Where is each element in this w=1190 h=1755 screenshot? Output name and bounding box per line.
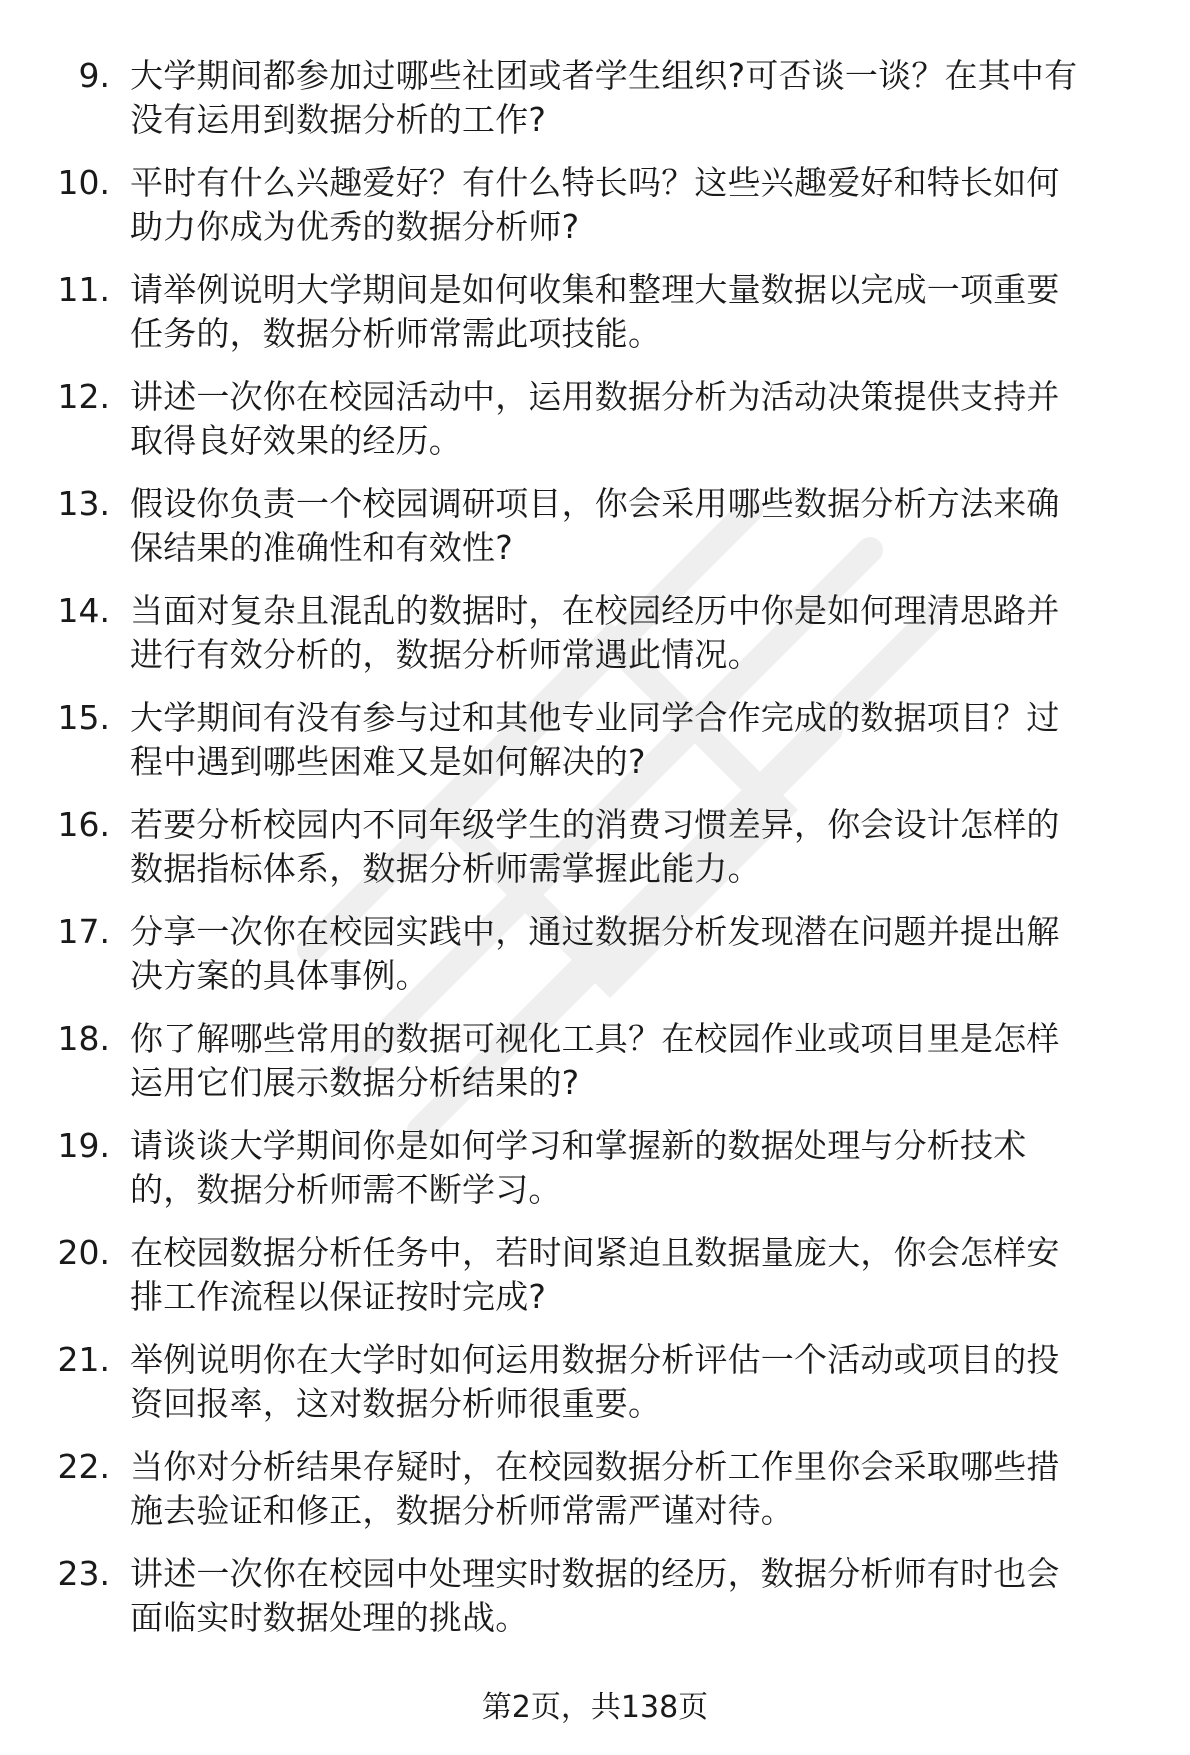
question-text-line-2: 施去验证和修正，数据分析师常需严谨对待。 [130,1491,794,1530]
question-number: 19. [57,1126,110,1165]
question-text-line-2: 保结果的准确性和有效性? [130,528,513,567]
list-item [0,1120,1190,1227]
page-number-footer: 第2页，共138页 [481,1690,709,1725]
question-text-line-1: 若要分析校园内不同年级学生的消费习惯差异，你会设计怎样的 [130,805,1060,844]
question-text-line-2: 进行有效分析的，数据分析师常遇此情况。 [130,635,761,674]
list-item [0,799,1190,906]
question-text-line-2: 助力你成为优秀的数据分析师? [130,207,580,246]
question-text-line-1: 当你对分析结果存疑时，在校园数据分析工作里你会采取哪些措 [130,1447,1060,1486]
question-text-line-2: 任务的，数据分析师常需此项技能。 [130,314,662,353]
question-text-line-1: 假设你负责一个校园调研项目，你会采用哪些数据分析方法来确 [130,484,1060,523]
list-item [0,1013,1190,1120]
question-text-line-1: 大学期间都参加过哪些社团或者学生组织?可否谈一谈？在其中有 [130,56,1078,95]
question-number: 13. [57,484,110,523]
question-text-line-1: 分享一次你在校园实践中，通过数据分析发现潜在问题并提出解 [130,912,1060,951]
list-item [0,157,1190,264]
question-number: 10. [57,163,110,202]
list-item [0,478,1190,585]
question-text-line-2: 排工作流程以保证按时完成? [130,1277,547,1316]
question-number: 15. [57,698,110,737]
question-number: 22. [57,1447,110,1486]
question-text-line-1: 当面对复杂且混乱的数据时，在校园经历中你是如何理清思路并 [130,591,1060,630]
question-text-line-2: 的，数据分析师需不断学习。 [130,1170,562,1209]
question-number: 16. [57,805,110,844]
question-number: 18. [57,1019,110,1058]
question-text-line-2: 资回报率，这对数据分析师很重要。 [130,1384,662,1423]
question-number: 23. [57,1554,110,1593]
question-text-line-2: 程中遇到哪些困难又是如何解决的? [130,742,646,781]
question-text-line-2: 没有运用到数据分析的工作? [130,100,547,139]
question-text-line-1: 在校园数据分析任务中，若时间紧迫且数据量庞大，你会怎样安 [130,1233,1060,1272]
question-text-line-2: 决方案的具体事例。 [130,956,429,995]
question-text-line-1: 请举例说明大学期间是如何收集和整理大量数据以完成一项重要 [130,270,1060,309]
question-number: 14. [57,591,110,630]
question-text-line-1: 平时有什么兴趣爱好？有什么特长吗？这些兴趣爱好和特长如何 [130,163,1060,202]
question-list [0,50,1190,1655]
list-item [0,371,1190,478]
question-number: 11. [57,270,110,309]
list-item [0,264,1190,371]
question-text-line-2: 面临实时数据处理的挑战。 [130,1598,529,1637]
question-text-line-2: 数据指标体系，数据分析师需掌握此能力。 [130,849,761,888]
list-item [0,1334,1190,1441]
question-text-line-1: 讲述一次你在校园中处理实时数据的经历，数据分析师有时也会 [130,1554,1060,1593]
question-text-line-1: 举例说明你在大学时如何运用数据分析评估一个活动或项目的投 [130,1340,1060,1379]
question-number: 20. [57,1233,110,1272]
question-text-line-1: 你了解哪些常用的数据可视化工具？在校园作业或项目里是怎样 [130,1019,1060,1058]
question-text-line-1: 讲述一次你在校园活动中，运用数据分析为活动决策提供支持并 [130,377,1060,416]
list-item [0,692,1190,799]
question-number: 9. [78,56,110,95]
question-text-line-2: 取得良好效果的经历。 [130,421,462,460]
question-text-line-1: 大学期间有没有参与过和其他专业同学合作完成的数据项目？过 [130,698,1060,737]
list-item [0,50,1190,157]
question-text-line-2: 运用它们展示数据分析结果的? [130,1063,580,1102]
list-item [0,585,1190,692]
question-number: 12. [57,377,110,416]
question-number: 17. [57,912,110,951]
list-item [0,1441,1190,1548]
list-item [0,906,1190,1013]
list-item [0,1227,1190,1334]
question-number: 21. [57,1340,110,1379]
list-item [0,1548,1190,1655]
question-text-line-1: 请谈谈大学期间你是如何学习和掌握新的数据处理与分析技术 [130,1126,1027,1165]
